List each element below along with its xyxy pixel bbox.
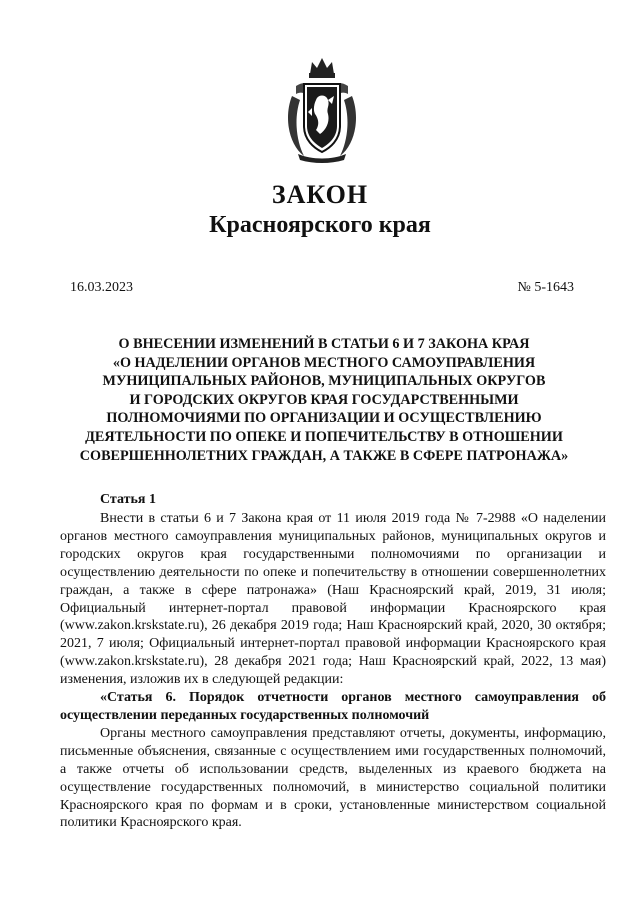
coat-of-arms-emblem (282, 56, 362, 164)
document-subtitle: Красноярского края (209, 212, 431, 238)
document-title: ЗАКОН (271, 180, 369, 209)
document-number: № 5-1643 (517, 280, 574, 295)
body-text (60, 510, 606, 832)
paragraph: Органы местного самоуправления представляют отчеты, документы, информацию, письменные объяснения, связанные с осуществлением ими государственных полномочий, а также отчеты об использовании средств, выделенных из краевого бюджета на осуществление государственных полномочий, в министерство социальной политики Красноярского края по формам и в сроки, установленные министерством социальной политики Красноярского края. (60, 725, 606, 831)
heading-line: МУНИЦИПАЛЬНЫХ РАЙОНОВ, МУНИЦИПАЛЬНЫХ ОКРУГОВ (102, 373, 546, 390)
article-6-heading: «Статья 6. Порядок отчетности органов местного самоуправления об осуществлении переданных государственных полномочий (60, 690, 606, 723)
heading-line: О ВНЕСЕНИИ ИЗМЕНЕНИЙ В СТАТЬИ 6 И 7 ЗАКОНА КРАЯ (118, 336, 530, 352)
heading-line: И ГОРОДСКИХ ОКРУГОВ КРАЯ ГОСУДАРСТВЕННЫМИ (129, 391, 519, 408)
document-date: 16.03.2023 (70, 280, 133, 295)
paragraph: Внести в статьи 6 и 7 Закона края от 11 июля 2019 года № 7-2988 «О наделении органов местного самоуправления муниципальных районов, муниципальных округов и городских округов края государственными полномочиями по организации и осуществлению деятельности по опеке и попечительству в отношении совершеннолетних граждан, а также в сфере патронажа» (Наш Красноярский край, 2019, 31 июля; Официальный интернет-портал правовой информации Красноярского края (www.zakon.krskstate.ru), 26 декабря 2019 года; Наш Красноярский край, 2020, 30 октября; 2021, 7 июля; Официальный интернет-портал правовой информации Красноярского края (www.zakon.krskstate.ru), 28 декабря 2021 года; Наш Красноярский край, 2022, 13 мая) изменения, изложив их в следующей редакции: (60, 511, 606, 688)
law-heading (60, 335, 588, 465)
heading-line: СОВЕРШЕННОЛЕТНИХ ГРАЖДАН, А ТАКЖЕ В СФЕРЕ ПАТРОНАЖА» (79, 447, 569, 464)
article-label: Статья 1 (100, 492, 156, 507)
heading-line: ДЕЯТЕЛЬНОСТИ ПО ОПЕКЕ И ПОПЕЧИТЕЛЬСТВУ В ОТНОШЕНИИ (85, 428, 563, 445)
heading-line: «О НАДЕЛЕНИИ ОРГАНОВ МЕСТНОГО САМОУПРАВЛЕНИЯ (112, 354, 536, 371)
heading-line: ПОЛНОМОЧИЯМИ ПО ОРГАНИЗАЦИИ И ОСУЩЕСТВЛЕНИЮ (106, 410, 542, 427)
